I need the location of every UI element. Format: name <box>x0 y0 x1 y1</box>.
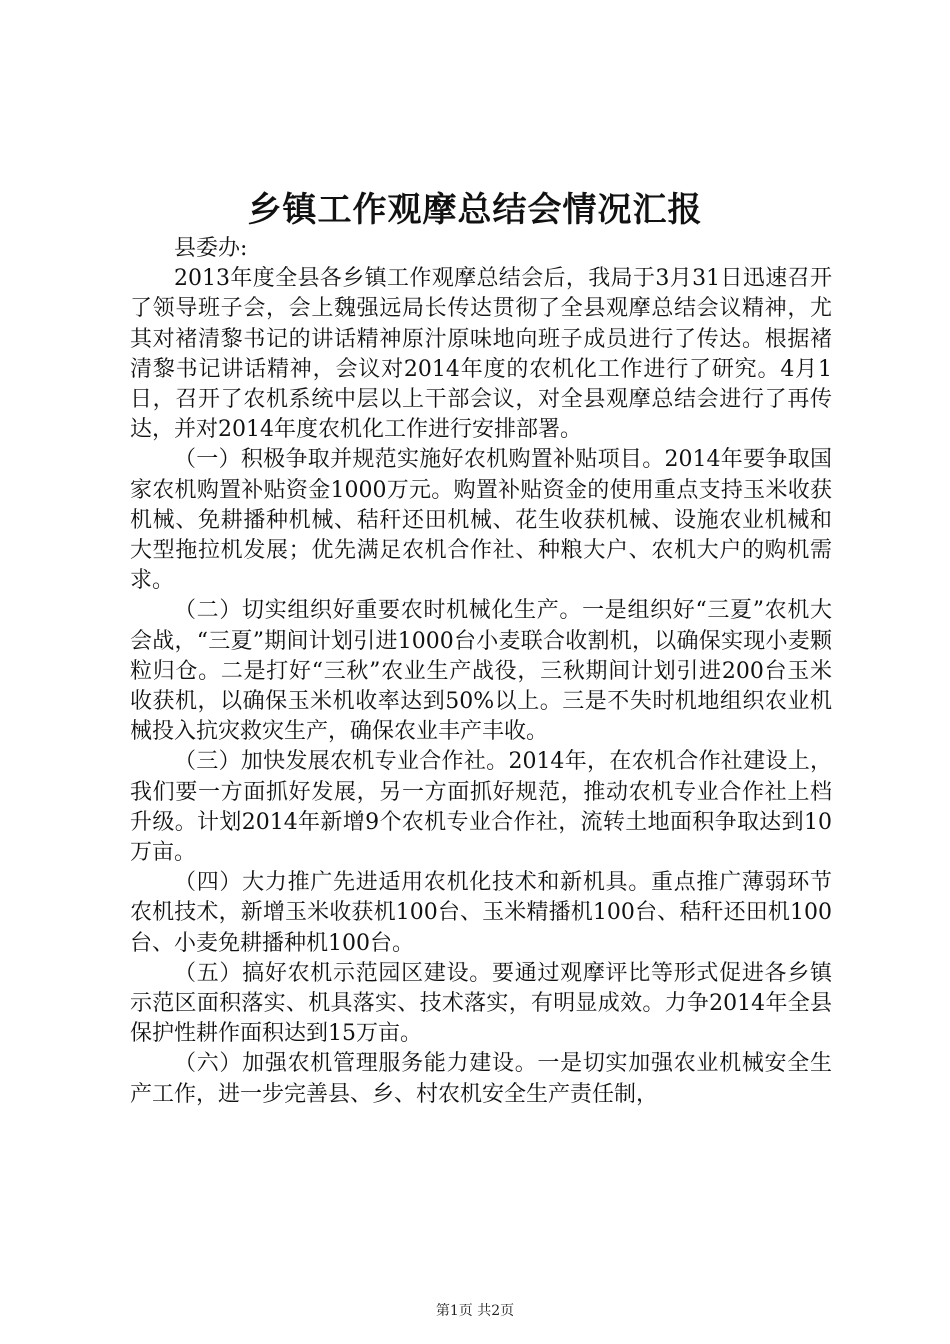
paragraph-section-6: （六）加强农机管理服务能力建设。一是切实加强农业机械安全生产工作，进一步完善县、乡、村农机安全生产责任制， <box>130 1051 832 1107</box>
document-body <box>130 234 832 1110</box>
paragraph-intro: 2013年度全县各乡镇工作观摩总结会后，我局于3月31日迅速召开了领导班子会，会上魏强远局长传达贯彻了全县观摩总结会议精神，尤其对褚清黎书记的讲话精神原汁原味地向班子成员进行了传达。根据褚清黎书记讲话精神，会议对2014年度的农机化工作进行了研究。4月1日，召开了农机系统中层以上干部会议，对全县观摩总结会进行了再传达，并对2014年度农机化工作进行安排部署。 <box>130 266 832 443</box>
paragraph-section-2: （二）切实组织好重要农时机械化生产。一是组织好“三夏”农机大会战，“三夏”期间计划引进1000台小麦联合收割机，以确保实现小麦颗粒归仓。二是打好“三秋”农业生产战役，三秋期间计划引进200台玉米收获机，以确保玉米机收率达到50%以上。三是不失时机地组织农业机械投入抗灾救灾生产，确保农业丰产丰收。 <box>130 598 832 745</box>
paragraph-section-1: （一）积极争取并规范实施好农机购置补贴项目。2014年要争取国家农机购置补贴资金1000万元。购置补贴资金的使用重点支持玉米收获机械、免耕播种机械、秸秆还田机械、花生收获机械、设施农业机械和大型拖拉机发展；优先满足农机合作社、种粮大户、农机大户的购机需求。 <box>130 447 832 594</box>
paragraph-section-3: （三）加快发展农机专业合作社。2014年，在农机合作社建设上，我们要一方面抓好发展，另一方面抓好规范，推动农机专业合作社上档升级。计划2014年新增9个农机专业合作社，流转土地面积争取达到10万亩。 <box>130 749 832 866</box>
page-footer: 第1页 共2页 <box>435 1303 515 1319</box>
paragraph-section-4: （四）大力推广先进适用农机化技术和新机具。重点推广薄弱环节农机技术，新增玉米收获机100台、玉米精播机100台、秸秆还田机100台、小麦免耕播种机100台。 <box>130 870 832 956</box>
paragraph-section-5: （五）搞好农机示范园区建设。要通过观摩评比等形式促进各乡镇示范区面积落实、机具落实、技术落实，有明显成效。力争2014年全县保护性耕作面积达到15万亩。 <box>130 960 832 1047</box>
document-title: 乡镇工作观摩总结会情况汇报 <box>247 190 703 230</box>
salutation: 县委办: <box>174 236 248 261</box>
